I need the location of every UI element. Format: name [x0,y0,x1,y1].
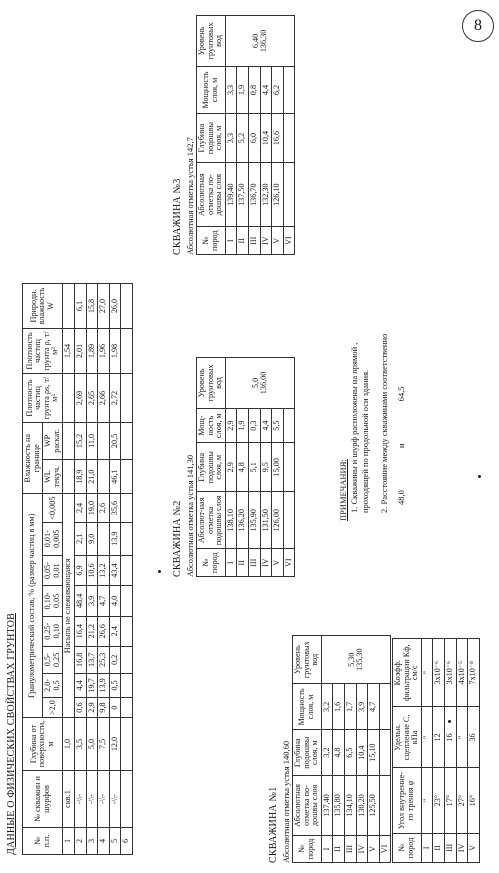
cell: VI [283,227,295,255]
cell: 35,6 [109,494,121,522]
cell: 2,66 [98,374,110,423]
cell: 2,9 [86,698,98,718]
cell [379,775,391,835]
cell: 3,2 [321,730,333,776]
cell: 6,1 [75,284,87,329]
cell: 0,6 [75,698,87,718]
well3-subtitle: Абсолютная отметка устья 142,7 [185,137,195,255]
cell: IV [260,227,272,255]
cell: 15,10 [368,730,380,776]
cell: 7,5 [98,718,110,771]
col-header: Глубина подошвы слоя, м [197,443,226,492]
subsidence-note: Насыпь не слеживающаяся [63,494,75,718]
cell: IV [456,833,468,862]
well3-title: СКВАЖИНА №3 [172,178,183,255]
cell [121,718,133,771]
table-row [109,284,121,855]
cell [63,423,75,460]
well2-subtitle: Абсолютная отметка устья 141,30 [185,454,195,577]
col-wp: WP раскат. [43,423,63,460]
cell: 10,4 [356,730,368,776]
cell: 1 [63,828,75,855]
cell: 26,0 [109,284,121,329]
col-header: № пород [197,227,226,255]
col-num: № п.п. [23,828,63,855]
col-header: Глубина подошвы слоя, м [293,730,322,776]
cell [121,586,133,616]
cell: 6,2 [272,66,284,113]
cell: 4,8 [333,730,345,776]
water-depth: 5,0 [250,377,260,389]
table-row [445,639,457,863]
cell: 2,9 [225,408,237,443]
cell: 4,4 [260,408,272,443]
table-row [456,639,468,863]
col-header: № пород [393,833,422,862]
cell: 2,01 [75,329,87,374]
cell: 136,70 [249,162,261,227]
cell: 1,89 [86,329,98,374]
cell [225,16,295,67]
scan-speck [478,475,481,478]
cell: 6,0 [249,114,261,163]
cell: " [456,707,468,768]
cell: 4x10⁻⁵ [456,639,468,707]
cell: " [421,768,433,833]
cell: IV [356,835,368,862]
cell [121,423,133,460]
cell: 12,0 [109,718,121,771]
well2-table [196,357,295,577]
cell: 4 [98,828,110,855]
col-header: Абсолют-ная отметка подошвы слоя [197,492,226,549]
cell: 3,3 [225,66,237,113]
cell: 1,7 [345,684,357,730]
cell: V [272,549,284,577]
cell: 1,0 [63,718,75,771]
cell [121,698,133,718]
cell: 16,4 [75,616,87,646]
cell: I [421,833,433,862]
cell: 5,5 [272,408,284,443]
cell: 2,1 [75,522,87,555]
distances [396,334,407,505]
cell: 0 [109,698,121,718]
col-grain-1: 2,0-0,5 [43,673,63,697]
cell: 18,9 [75,459,87,494]
cell: 3x10⁻⁶ [445,639,457,707]
cell: 20,5 [109,423,121,460]
cell: 2,65 [86,374,98,423]
col-header: Мощность слоя, м [197,66,226,113]
cell [63,459,75,494]
table-row [225,358,237,577]
cell [283,114,295,163]
scan-speck [448,720,451,723]
col-header: Глубина подошвы слоя, м [197,114,226,163]
cell: 4,4 [260,66,272,113]
cell: 5,0 [86,718,98,771]
cell: 15,2 [75,423,87,460]
cell: " [421,639,433,707]
cell [121,555,133,585]
col-grain-7: <0,005 [43,494,63,522]
col-header: Угол внутренне-го трения φ [393,768,422,833]
cell: 23° [433,768,445,833]
cell: 16° [468,768,480,833]
cell: 137,40 [321,775,333,835]
well2-title: СКВАЖИНА №2 [172,500,183,577]
cell: 0,8 [249,66,261,113]
cell [283,66,295,113]
cell: 132,30 [260,162,272,227]
col-well: № скважин и шурфов [23,771,63,828]
cell: III [249,549,261,577]
note-1b: проходящей по продольной оси здания. [360,369,371,513]
table-row [421,639,433,863]
col-grain-0: >2,0 [43,698,63,718]
cell [225,358,295,409]
col-grain-2: 0,5-0,25 [43,646,63,673]
col-header: № пород [197,549,226,577]
col-header: Абсолютная отметка по-дошвы слоя [293,775,322,835]
cell: 13,9 [98,673,110,697]
cell: 36 [468,707,480,768]
cell [98,423,110,460]
cell: 138,10 [225,492,237,549]
distance-1: 48,0 [396,490,407,505]
cell: VI [283,549,295,577]
cell: 13,9 [109,522,121,555]
cell [63,374,75,423]
distance-2: 64,5 [396,386,407,402]
cell: -\\- [75,771,87,828]
table-row [433,639,445,863]
cell: 15,00 [272,443,284,492]
cell: 136,20 [237,492,249,549]
cell: 4,7 [98,586,110,616]
well1-subtitle: Абсолютная отметка устья 140,60 [281,740,291,863]
cell: 27,0 [98,284,110,329]
cell: II [333,835,345,862]
cell: 3,3 [225,114,237,163]
cell: 43,4 [109,555,121,585]
cell: I [321,835,333,862]
cell: 3,9 [356,684,368,730]
cell: 26,6 [98,616,110,646]
col-header: Уровень грунтовых вод [197,358,226,409]
cell: 4,7 [368,684,380,730]
cell: V [468,833,480,862]
col-grain-4: 0,10-0,05 [43,586,63,616]
cell: 16 [445,707,457,768]
table-row [121,284,133,855]
cell [121,284,133,329]
table-row [63,284,75,855]
cell: 4,8 [237,443,249,492]
cell: 21,0 [86,459,98,494]
cell [283,443,295,492]
note-1: 1. Скважины и шурф расположены на прямой , [349,342,360,513]
cell: 12 [433,707,445,768]
cell: 130,20 [356,775,368,835]
page-number: 8 [462,10,494,42]
cell: V [272,227,284,255]
table-row [225,16,237,255]
cell [283,408,295,443]
cell: 1,98 [109,329,121,374]
cell [283,162,295,227]
cell: -\\- [86,771,98,828]
cell: 25,3 [98,646,110,673]
cell: 2,6 [98,494,110,522]
cell: 0,2 [109,646,121,673]
col-grain-5: 0,05-0,01 [43,555,63,585]
cell: 4,0 [109,586,121,616]
cell: II [237,549,249,577]
cell: 5 [109,828,121,855]
cell [121,673,133,697]
cell: 2,9 [225,443,237,492]
col-header: Уровень грунтовых вод [197,16,226,67]
cell: 17° [445,768,457,833]
col-header: Удельн. сцепление С, кПа [393,707,422,768]
cell: 1,9 [237,408,249,443]
col-soil-density: Плотность частиц грунта ρ, т/м³ [23,329,63,374]
cell: 137,50 [237,162,249,227]
cell: 15,8 [86,284,98,329]
cell: -\\- [109,771,121,828]
cell: 19,0 [86,494,98,522]
col-grain-3: 0,25-0,10 [43,616,63,646]
col-grain: Гранулометрический состав, % (размер частиц в мм) [23,494,43,718]
well1-title: СКВАЖИНА №1 [268,786,279,863]
cell: 139,40 [225,162,237,227]
cell: III [345,835,357,862]
cell: 9,8 [98,698,110,718]
col-header: Мощ-ность слоя, м [197,408,226,443]
cell [121,329,133,374]
table-row [98,284,110,855]
cell: 7x10⁻⁸ [468,639,480,707]
cell: 135,90 [249,492,261,549]
cell: 2,72 [109,374,121,423]
cell [121,646,133,673]
notes-block [338,334,407,521]
cell: 3 [86,828,98,855]
cell: 5,1 [249,443,261,492]
cell: скв.1 [63,771,75,828]
notes-title: ПРИМЕЧАНИЯ: [338,459,348,521]
main-title: ДАННЫЕ О ФИЗИЧЕСКИХ СВОЙСТВАХ ГРУНТОВ [6,613,17,855]
cell: I [225,549,237,577]
cell [321,636,391,684]
cell: 6,9 [75,555,87,585]
cell: 16,6 [272,114,284,163]
soil-properties-table [392,638,480,863]
cell: 16,8 [75,646,87,673]
cell: 2 [75,828,87,855]
cell [98,459,110,494]
water-depth: 6,40 [250,33,260,49]
water-level: 136,30 [259,29,269,53]
table-row [468,639,480,863]
well3-table [196,15,295,255]
cell [121,522,133,555]
cell [379,730,391,776]
cell: 13,2 [98,555,110,585]
cell: 10,6 [86,555,98,585]
cell [63,284,75,329]
cell: 5,2 [237,114,249,163]
cell [121,771,133,828]
cell: 1,6 [333,684,345,730]
cell: III [249,227,261,255]
cell: " [421,707,433,768]
cell: 2,69 [75,374,87,423]
cell [98,522,110,555]
water-depth: 5,30 [346,652,356,667]
col-moisture-limits: Влажность на границе [23,423,43,495]
cell: 3,5 [75,718,87,771]
cell: 19,7 [86,673,98,697]
cell: 2,4 [75,494,87,522]
cell: 9,0 [86,522,98,555]
col-header: Мощность слоя, м [293,684,322,730]
scan-speck [158,570,161,573]
physical-properties-table [22,283,133,855]
cell: 2,4 [109,616,121,646]
table-row [75,284,87,855]
cell: 1,9 [237,66,249,113]
well1-table [292,635,391,863]
cell: 3x10⁻⁶ [433,639,445,707]
cell: 21,2 [86,616,98,646]
col-header: Абсолютная отметка по-дошвы слоя [197,162,226,227]
cell: 0,3 [249,408,261,443]
note-2: 2. Расстояние между скважинами соответственно [379,333,390,513]
cell [121,616,133,646]
cell: -\\- [98,771,110,828]
cell: VI [379,835,391,862]
cell: 1,54 [63,329,75,374]
col-particle-density: Плотность частиц грунта ρs, т/м³ [23,374,63,423]
cell [121,494,133,522]
cell: 46,1 [109,459,121,494]
cell: 125,50 [368,775,380,835]
col-wl: WL текуч. [43,459,63,494]
cell: II [237,227,249,255]
col-header: № пород [293,835,322,862]
cell: 48,4 [75,586,87,616]
cell: 0,5 [109,673,121,697]
cell: I [225,227,237,255]
water-level: 135,30 [355,648,365,671]
cell: III [445,833,457,862]
cell: 3,9 [86,586,98,616]
distance-and: и [396,443,407,448]
cell: IV [260,549,272,577]
col-depth: Глубина от поверхности, м [23,718,63,771]
col-grain-6: 0,01-0,005 [43,522,63,555]
cell: 4,4 [75,673,87,697]
cell [379,684,391,730]
cell: 1,96 [98,329,110,374]
cell: V [368,835,380,862]
cell [121,459,133,494]
cell: 131,50 [260,492,272,549]
cell: 9,5 [260,443,272,492]
water-level: 136,00 [259,371,269,395]
table-row [86,284,98,855]
cell [121,374,133,423]
cell: 11,0 [86,423,98,460]
cell: 27° [456,768,468,833]
cell: 6,5 [345,730,357,776]
col-header: Уровень грунтовых вод [293,636,322,684]
cell: 134,10 [345,775,357,835]
col-header: Коэфф. фильтрации Кф, см/с [393,639,422,707]
cell: 126,00 [272,492,284,549]
table-row [321,636,333,863]
cell [283,492,295,549]
cell: II [433,833,445,862]
cell: 3,2 [321,684,333,730]
cell: 13,7 [86,646,98,673]
cell: 10,4 [260,114,272,163]
cell: 126,10 [272,162,284,227]
cell: 6 [121,828,133,855]
cell: 135,80 [333,775,345,835]
col-natural-moisture: Природн. влажность W [23,284,63,329]
